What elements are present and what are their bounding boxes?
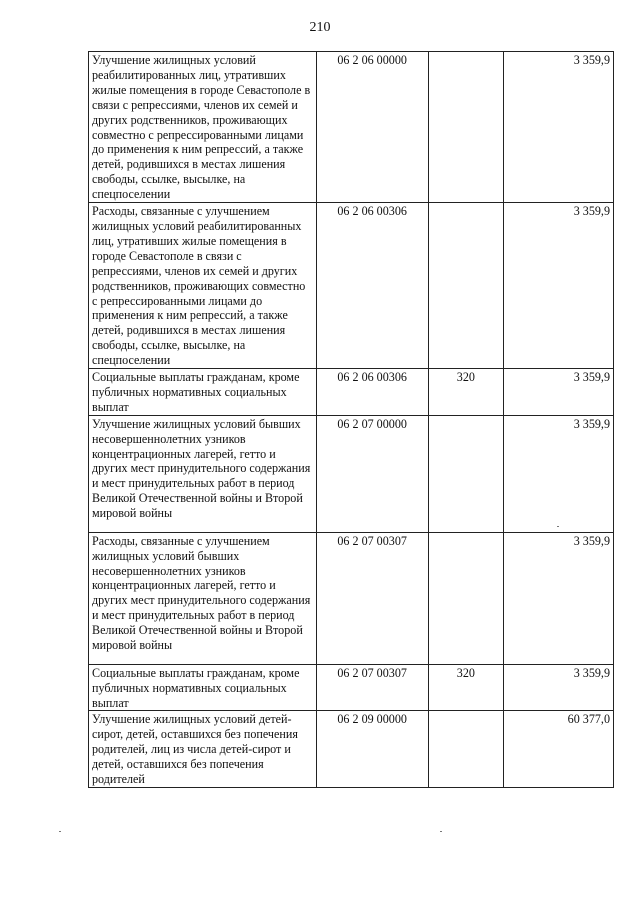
table-row (89, 203, 614, 369)
row-name: Расходы, связанные с улучшением жилищных условий реабилитированных лиц, утративших жилые помещения в городе Севастополе в связи с репрессиями, членов их семей и других родственников, проживающих совместно с репрессированными лицами до применения к ним репрессий, а также детей, родившихся в местах лишения свободы, ссылке, высылке, на спецпоселении (89, 203, 317, 369)
table-row (89, 369, 614, 416)
row-csr-code: 06 2 09 00000 (316, 711, 428, 788)
table-row (89, 415, 614, 532)
row-csr-code: 06 2 07 00307 (316, 664, 428, 711)
row-name: Улучшение жилищных условий бывших несовершеннолетних узников концентрационных лагерей, гетто и других мест принудительного содержания и мест принудительных работ в период Великой Отечественной войны и Второй мировой войны (89, 415, 317, 532)
row-sum: 3 359,9 (504, 415, 614, 532)
row-sum: 3 359,9 (504, 52, 614, 203)
row-sum: 3 359,9 (504, 203, 614, 369)
table-row (89, 711, 614, 788)
row-sum: 3 359,9 (504, 664, 614, 711)
budget-table (88, 51, 614, 788)
row-vr-code (428, 52, 504, 203)
row-sum: 60 377,0 (504, 711, 614, 788)
row-sum: 3 359,9 (504, 532, 614, 664)
page-number: 210 (309, 20, 331, 35)
row-csr-code: 06 2 06 00306 (316, 369, 428, 416)
row-vr-code: 320 (428, 664, 504, 711)
row-name: Улучшение жилищных условий детей-сирот, детей, оставшихся без попечения родителей, лиц из числа детей-сирот и детей, оставшихся без попечения родителей (89, 711, 317, 788)
row-sum: 3 359,9 (504, 369, 614, 416)
row-csr-code: 06 2 06 00000 (316, 52, 428, 203)
row-name: Расходы, связанные с улучшением жилищных условий бывших несовершеннолетних узников концентрационных лагерей, гетто и других мест принудительного содержания и мест принудительных работ в период Великой Отечественной войны и Второй мировой войны (89, 532, 317, 664)
table-row (89, 52, 614, 203)
table-row (89, 664, 614, 711)
row-vr-code (428, 532, 504, 664)
row-vr-code: 320 (428, 369, 504, 416)
row-csr-code: 06 2 07 00000 (316, 415, 428, 532)
row-vr-code (428, 203, 504, 369)
row-csr-code: 06 2 06 00306 (316, 203, 428, 369)
row-name: Социальные выплаты гражданам, кроме публичных нормативных социальных выплат (89, 664, 317, 711)
row-vr-code (428, 415, 504, 532)
row-csr-code: 06 2 07 00307 (316, 532, 428, 664)
row-vr-code (428, 711, 504, 788)
row-name: Социальные выплаты гражданам, кроме публичных нормативных социальных выплат (89, 369, 317, 416)
row-name: Улучшение жилищных условий реабилитированных лиц, утративших жилые помещения в городе Севастополе в связи с репрессиями, членов их семей и других родственников, проживающих совместно с репрессированными лицами до применения к ним репрессий, а также детей, родившихся в местах лишения свободы, ссылке, высылке, на спецпоселении (89, 52, 317, 203)
table-row (89, 532, 614, 664)
